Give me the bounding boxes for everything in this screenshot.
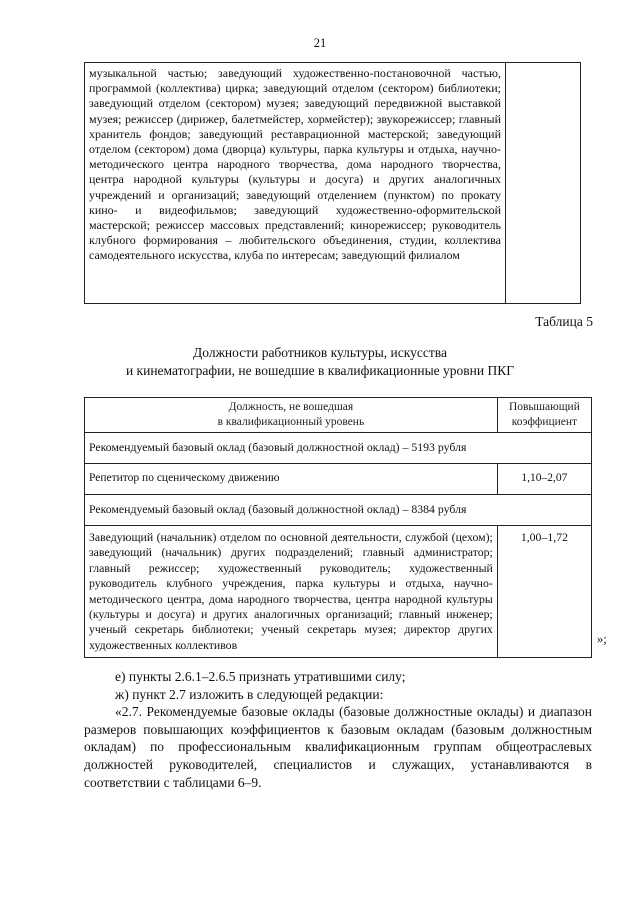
coefficient-cell: 1,10–2,07 (497, 464, 591, 495)
paragraph: «2.7. Рекомендуемые базовые оклады (базовые должностные оклады) и диапазон размеров повышающих коэффициентов к базовым окладам (базовым должностным окладам) по профессиональным квалификационным группам общеотраслевых должностей руководителей, специалистов и служащих, устанавливаются в соответствии с таблицами 6–9. (84, 704, 592, 790)
position-cell: Репетитор по сценическому движению (85, 464, 498, 495)
base-salary-cell: Рекомендуемый базовый оклад (базовый должностной оклад) – 8384 рубля (85, 495, 592, 526)
paragraph: ж) пункт 2.7 изложить в следующей редакции: (115, 686, 384, 702)
base-salary-row (85, 433, 592, 464)
position-cell: Заведующий (начальник) отделом по основной деятельности, службой (цехом); заведующий (начальник) других подразделений; главный администратор; главный режиссер; художественный руководитель; художественный руководитель клубного учреждения, парка культуры и отдыха, научно-методического центра, дома народного творчества, центра народной культуры (культуры и досуга) и других аналогичных организаций; главный инженер; ученый секретарь библиотеки; ученый секретарь музея; директор других художественных коллективов (85, 526, 498, 658)
continued-table (84, 62, 581, 304)
column-header-position (85, 398, 498, 433)
table-title-line: и кинематографии, не вошедшие в квалификационные уровни ПКГ (125, 363, 515, 378)
base-salary-cell: Рекомендуемый базовый оклад (базовый должностной оклад) – 5193 рубля (85, 433, 592, 464)
table-row (85, 464, 592, 495)
base-salary-row (85, 495, 592, 526)
paragraph: е) пункты 2.6.1–2.6.5 признать утратившими силу; (115, 669, 406, 684)
continued-coefficient-cell (506, 63, 581, 304)
closing-quote-mark: »; (597, 632, 607, 646)
page-number: 21 (313, 36, 327, 50)
table-title-line: Должности работников культуры, искусства (193, 345, 447, 360)
header-line: коэффициент (511, 416, 578, 428)
coefficient-cell: 1,00–1,72 (497, 526, 591, 658)
table-caption: Таблица 5 (535, 314, 593, 329)
positions-table (84, 397, 592, 658)
table-row (85, 526, 592, 658)
body-text (84, 668, 592, 791)
header-line: Повышающий (508, 400, 580, 413)
table-title (0, 344, 640, 380)
table-header-row (85, 398, 592, 433)
header-line: Должность, не вошедшая (228, 400, 354, 413)
column-header-coefficient (497, 398, 591, 433)
continued-positions-cell: музыкальной частью; заведующий художественно-постановочной частью, программой (коллектива) цирка; заведующий отделом (сектором) библиотеки; заведующий отделом (сектором) музея; заведующий передвижной выставкой музея; режиссер (дирижер, балетмейстер, хормейстер); звукорежиссер; главный хранитель фондов; заведующий реставрационной мастерской; заведующий отделом (сектором) дома (дворца) культуры, парка культуры и отдыха, научно-методического центра народного творчества, дома народного творчества, центра народной культуры (культуры и досуга) и других аналогичных учреждений и организаций; заведующий отделением (пунктом) по прокату кино- и видеофильмов; заведующий художественно-оформительской мастерской; режиссер массовых представлений; кинорежиссер; руководитель клубного формирования – любительского объединения, студии, коллектива самодеятельного искусства, клуба по интересам; заведующий филиалом (85, 63, 506, 304)
table-row (85, 63, 581, 304)
header-line: в квалификационный уровень (217, 416, 365, 428)
